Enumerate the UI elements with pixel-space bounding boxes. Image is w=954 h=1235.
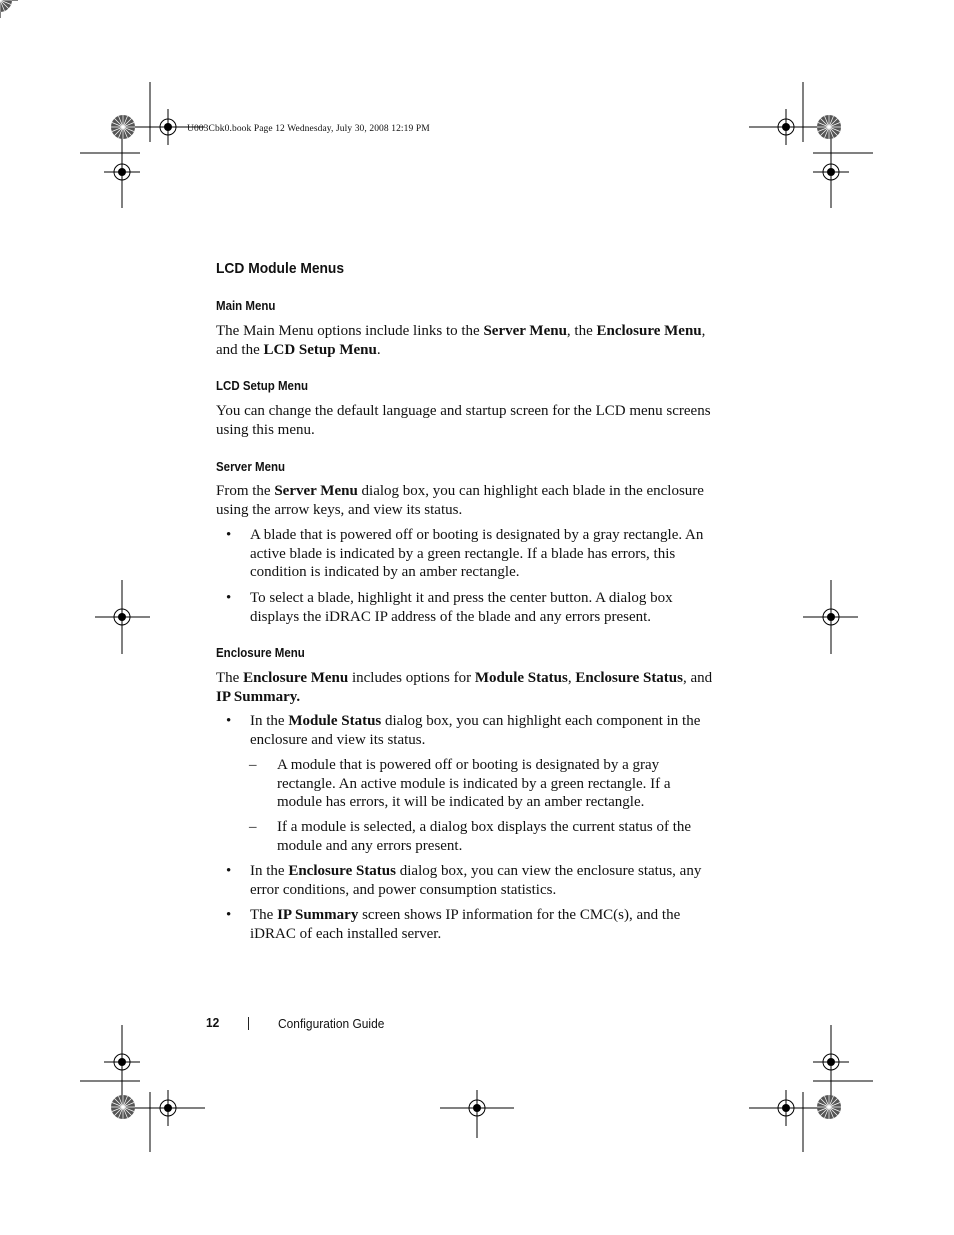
- print-slug: U003Cbk0.book Page 12 Wednesday, July 30, 2008 12:19 PM: [187, 124, 430, 134]
- footer-title: Configuration Guide: [278, 1016, 385, 1031]
- page-heading: LCD Module Menus: [216, 260, 345, 277]
- star-target-icon: [817, 115, 841, 139]
- bullet-marker: •: [226, 713, 232, 729]
- page-number: 12: [206, 1015, 220, 1030]
- enclosure-bullet-1: In the Module Status dialog box, you can highlight each component in the enclosure and view its status.: [250, 713, 701, 748]
- bullet-marker: •: [226, 863, 232, 879]
- enclosure-bullet-3: The IP Summary screen shows IP information for the CMC(s), and the iDRAC of each installed server.: [250, 907, 681, 942]
- enclosure-sub-item-1: A module that is powered off or booting is designated by a gray rectangle. An active module is indicated by a green rectangle. If a module has errors, it will be indicated by an amber rectangle.: [277, 757, 671, 811]
- section-title-main-menu: Main Menu: [216, 299, 276, 313]
- star-target-icon: [817, 1095, 841, 1119]
- main-menu-paragraph: The Main Menu options include links to the Server Menu, the Enclosure Menu, and the LCD Setup Menu.: [216, 323, 706, 358]
- star-target-icon: [0, 0, 12, 12]
- bullet-marker: •: [226, 527, 232, 543]
- footer-divider: [248, 1017, 249, 1030]
- star-target-icon: [111, 115, 135, 139]
- enclosure-bullet-2: In the Enclosure Status dialog box, you can view the enclosure status, any error conditions, and power consumption statistics.: [250, 863, 702, 898]
- dash-marker: –: [249, 819, 257, 835]
- server-bullet-1: A blade that is powered off or booting is designated by a gray rectangle. An active blade is indicated by a green rectangle. If a blade has errors, this condition is indicated by an amber rectangle.: [250, 527, 704, 581]
- bullet-marker: •: [226, 590, 232, 606]
- section-title-enclosure-menu: Enclosure Menu: [216, 646, 305, 660]
- star-target-icon: [111, 1095, 135, 1119]
- server-bullet-2: To select a blade, highlight it and press the center button. A dialog box displays the iDRAC IP address of the blade and any errors present.: [250, 590, 673, 625]
- bullet-marker: •: [226, 907, 232, 923]
- server-menu-paragraph: From the Server Menu dialog box, you can highlight each blade in the enclosure using the arrow keys, and view its status.: [216, 483, 704, 518]
- lcd-setup-paragraph: You can change the default language and startup screen for the LCD menu screens using this menu.: [216, 403, 711, 438]
- section-title-lcd-setup-menu: LCD Setup Menu: [216, 379, 308, 393]
- dash-marker: –: [249, 757, 257, 773]
- enclosure-sub-item-2: If a module is selected, a dialog box displays the current status of the module and any errors present.: [277, 819, 692, 854]
- section-title-server-menu: Server Menu: [216, 460, 286, 474]
- enclosure-menu-paragraph: The Enclosure Menu includes options for Module Status, Enclosure Status, and IP Summary.: [216, 670, 713, 705]
